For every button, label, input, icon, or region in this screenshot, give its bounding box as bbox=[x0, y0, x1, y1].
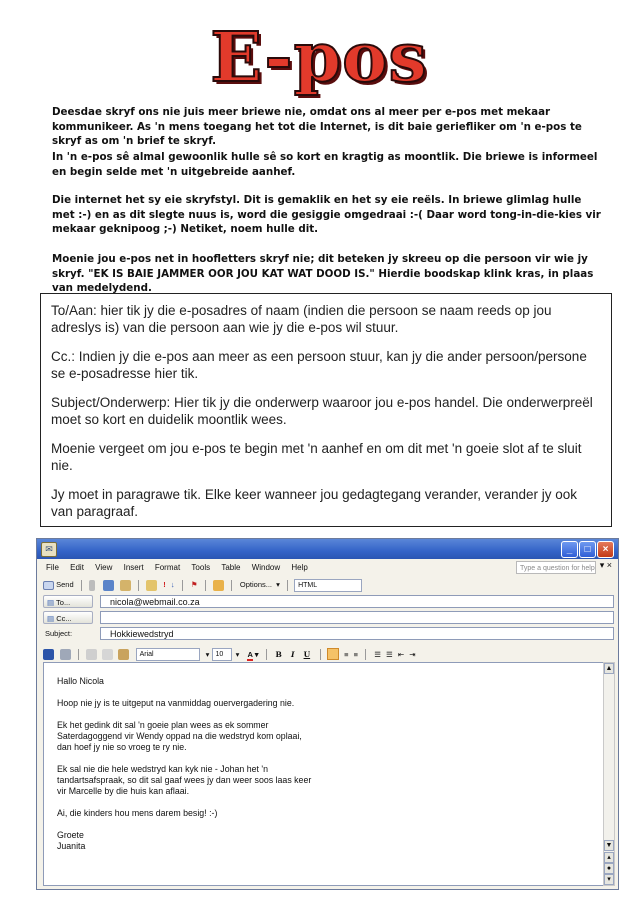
options-button[interactable]: Options... bbox=[239, 580, 273, 590]
attach-icon[interactable] bbox=[89, 580, 95, 591]
select-browse-object-icon[interactable]: ● bbox=[604, 863, 614, 874]
message-body[interactable] bbox=[43, 662, 607, 886]
subject-label: Subject: bbox=[45, 629, 73, 638]
info-cc: Cc.: Indien jy die e-pos aan meer as een persoon stuur, kan jy die ander persoon/persone se e-posadresse hier tik. bbox=[51, 349, 587, 381]
previous-page-icon[interactable]: ▴ bbox=[604, 852, 614, 863]
address-book-icon[interactable] bbox=[103, 580, 114, 591]
bullet-list-icon[interactable]: ☰ bbox=[386, 649, 393, 659]
high-importance-icon[interactable]: ! bbox=[163, 580, 166, 590]
body-paragraph-2: Ek het gedink dit sal 'n goeie plan wees as ek sommer Saterdagoggend vir Wendy oppad na die wedstryd kom oplaai, dan hoef jy nie so vroeg te ry nie. bbox=[57, 720, 302, 752]
address-book-icon: ▤ bbox=[47, 614, 55, 623]
title-bar bbox=[37, 539, 618, 559]
help-search-input[interactable]: Type a question for help bbox=[516, 561, 596, 574]
address-book-icon: ▤ bbox=[47, 598, 55, 607]
body-paragraph-4: Ai, die kinders hou mens darem besig! :-) bbox=[57, 808, 218, 818]
permission-icon[interactable] bbox=[213, 580, 224, 591]
intro-paragraph-4: Moenie jou e-pos net in hoofletters skryf nie; dit beteken jy skreeu op die persoon vir wie jy skryf. "EK IS BAIE JAMMER OOR JOU KAT WAT DOOD IS." Hierdie boodskap klink kras, in plaas van medelydend. bbox=[52, 253, 594, 294]
toolbar-divider bbox=[81, 580, 82, 591]
email-window bbox=[36, 538, 619, 890]
menu-help[interactable]: Help bbox=[291, 563, 308, 572]
toolbar-divider bbox=[182, 580, 183, 591]
decrease-indent-icon[interactable]: ⇤ bbox=[397, 649, 405, 659]
toolbar-divider bbox=[320, 649, 321, 660]
numbered-list-icon[interactable]: ☰ bbox=[374, 649, 381, 659]
toolbar-divider bbox=[266, 649, 267, 660]
standard-toolbar bbox=[37, 577, 618, 593]
menu-format[interactable]: Format bbox=[154, 563, 181, 572]
flag-icon[interactable]: ⚑ bbox=[190, 580, 198, 590]
chevron-down-icon[interactable]: ▾ bbox=[276, 580, 280, 590]
align-right-icon[interactable]: ≡ bbox=[353, 649, 358, 659]
next-page-icon[interactable]: ▾ bbox=[604, 874, 614, 885]
menu-tools[interactable]: Tools bbox=[191, 563, 211, 572]
bold-icon[interactable]: B bbox=[275, 649, 282, 659]
print-icon[interactable] bbox=[60, 649, 71, 660]
body-paragraph-3: Ek sal nie die hele wedstryd kan kyk nie - Johan het 'n tandartsafspraak, so dit sal gaaf wees jy dan weer soos laas keer vir Marcelle by die huis kan aflaai. bbox=[57, 764, 312, 796]
info-subject: Subject/Onderwerp: Hier tik jy die onderwerp waaroor jou e-pos handel. Die onderwerpreël moet so kort en duidelik moontlik wees. bbox=[51, 395, 593, 427]
minimize-icon[interactable]: _ bbox=[561, 541, 578, 558]
menu-view[interactable]: View bbox=[95, 563, 113, 572]
send-button[interactable]: Send bbox=[43, 577, 74, 593]
intro-paragraph-1: Deesdae skryf ons nie juis meer briewe nie, omdat ons al meer per e-pos met mekaar kommunikeer. As 'n mens toegang het tot die Internet, is dit baie geriefliker om 'n e-pos te skryf as om 'n brief te skryf. bbox=[52, 106, 582, 147]
mail-app-icon[interactable]: ✉ bbox=[41, 542, 57, 557]
toolbar-divider bbox=[231, 580, 232, 591]
font-color-icon[interactable]: A ▾ bbox=[247, 649, 259, 659]
underline-icon[interactable]: U bbox=[303, 649, 311, 659]
toolbar-divider bbox=[287, 580, 288, 591]
italic-icon[interactable]: I bbox=[290, 649, 295, 659]
subject-row bbox=[43, 627, 614, 641]
save-icon[interactable] bbox=[43, 649, 54, 660]
envelope-icon bbox=[43, 581, 54, 590]
message-format-select[interactable]: HTML bbox=[294, 579, 362, 592]
paste-icon[interactable] bbox=[118, 649, 129, 660]
increase-indent-icon[interactable]: ⇥ bbox=[409, 649, 416, 659]
close-icon[interactable]: × bbox=[597, 541, 614, 558]
to-button[interactable]: ▤ To... bbox=[43, 595, 93, 608]
info-to: To/Aan: hier tik jy die e-posadres of naam (indien die persoon se naam reeds op jou adreslys is) van die persoon aan wie jy die e-pos wil stuur. bbox=[51, 303, 552, 335]
intro-paragraph-2: In 'n e-pos sê almal gewoonlik hulle sê so kort en kragtig as moontlik. Die briewe is informeel en begin selde met 'n uitgebreide aanhef. bbox=[52, 151, 598, 178]
font-size-select[interactable]: 10 bbox=[212, 648, 232, 661]
cc-field[interactable] bbox=[100, 611, 614, 624]
menu-insert[interactable]: Insert bbox=[123, 563, 144, 572]
menu-window[interactable]: Window bbox=[251, 563, 281, 572]
check-names-icon[interactable] bbox=[120, 580, 131, 591]
maximize-icon[interactable]: □ bbox=[579, 541, 596, 558]
menu-file[interactable]: File bbox=[46, 563, 59, 572]
menu-edit[interactable]: Edit bbox=[70, 563, 84, 572]
subject-field[interactable]: Hokkiewedstryd bbox=[100, 627, 614, 640]
copy-icon[interactable] bbox=[102, 649, 113, 660]
insert-file-icon[interactable] bbox=[146, 580, 157, 591]
toolbar-divider bbox=[205, 580, 206, 591]
to-row bbox=[43, 595, 614, 609]
intro-paragraph-3: Die internet het sy eie skryfstyl. Dit is gemaklik en het sy eie reëls. In briewe glimlag hulle met :-) en as dit slegte nuus is, word die gesiggie omgedraai :-( Daar word tong-in-die-kies vir mekaar geknipoog ;-) Netiket, noem hulle dit. bbox=[52, 194, 601, 235]
scroll-up-icon[interactable]: ▲ bbox=[605, 665, 613, 672]
low-importance-icon[interactable]: ↓ bbox=[170, 580, 175, 590]
to-field[interactable]: nicola@webmail.co.za bbox=[100, 595, 614, 608]
page-title: E-pos bbox=[210, 18, 428, 98]
body-greeting: Hallo Nicola bbox=[57, 676, 104, 686]
toolbar-divider bbox=[78, 649, 79, 660]
chevron-down-icon[interactable]: ▾ bbox=[235, 649, 240, 659]
cc-row bbox=[43, 611, 614, 625]
align-left-icon[interactable] bbox=[327, 648, 339, 660]
body-closing: Groete Juanita bbox=[57, 830, 86, 851]
vertical-scrollbar[interactable] bbox=[603, 662, 615, 886]
menu-table[interactable]: Table bbox=[221, 563, 241, 572]
align-center-icon[interactable]: ≡ bbox=[344, 649, 349, 659]
cc-button[interactable]: ▤ Cc... bbox=[43, 611, 93, 624]
formatting-toolbar bbox=[37, 645, 618, 662]
font-name-select[interactable]: Arial bbox=[136, 648, 200, 661]
cut-icon[interactable] bbox=[86, 649, 97, 660]
info-box bbox=[40, 293, 612, 527]
chevron-down-icon[interactable]: ▾ bbox=[205, 649, 210, 659]
scroll-down-icon[interactable]: ▼ bbox=[605, 842, 613, 849]
info-paragraphs: Jy moet in paragrawe tik. Elke keer wanneer jou gedagtegang verander, verander jy ook van paragraaf. bbox=[51, 487, 578, 519]
toolbar-divider bbox=[365, 649, 366, 660]
close-document-icon[interactable]: ▾ × bbox=[599, 560, 612, 570]
body-paragraph-1: Hoop nie jy is te uitgeput na vanmiddag ouervergadering nie. bbox=[57, 698, 295, 708]
toolbar-divider bbox=[138, 580, 139, 591]
info-greeting: Moenie vergeet om jou e-pos te begin met 'n aanhef en om dit met 'n goeie slot af te sluit nie. bbox=[51, 441, 582, 473]
